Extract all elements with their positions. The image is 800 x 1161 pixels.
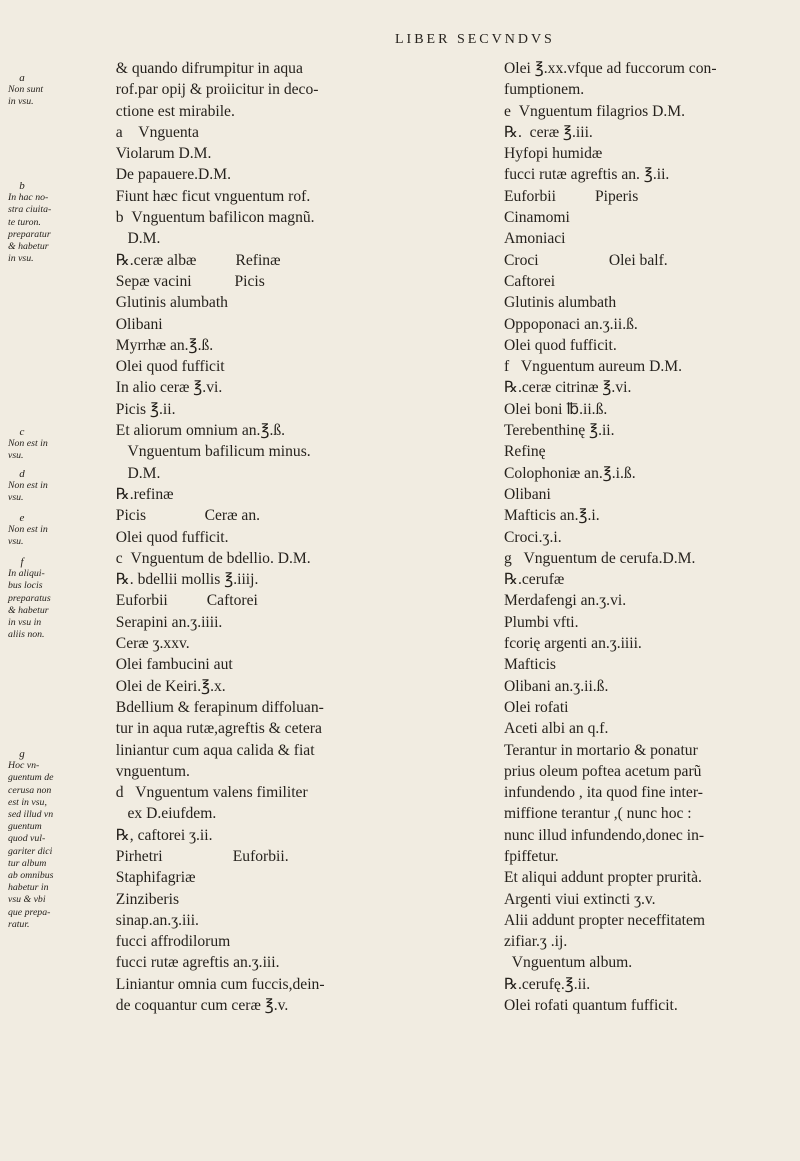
left-column bbox=[108, 58, 494, 1016]
text-line: Olei ℥.xx.vfque ad fuccorum con- bbox=[504, 60, 717, 77]
text-line: b Vnguentum bafilicon magnũ. bbox=[108, 209, 315, 227]
text-line: Olei rofati bbox=[504, 698, 569, 716]
margin-note-line: te turon. bbox=[8, 216, 41, 228]
text-line: zifiar.ʒ .ij. bbox=[504, 933, 568, 951]
text-line: a Vnguenta bbox=[108, 123, 199, 141]
text-line: vnguentum. bbox=[108, 762, 190, 780]
text-line: Amoniaci bbox=[504, 230, 566, 248]
text-line: ℞.ceræ citrinæ ℥.vi. bbox=[504, 379, 632, 397]
text-line: Olibani bbox=[108, 315, 163, 333]
text-line: Croci Olei balf. bbox=[504, 251, 668, 269]
text-line: Glutinis alumbath bbox=[504, 294, 617, 312]
margin-note-line: habetur in bbox=[8, 882, 49, 894]
margin-note-line: preparatur bbox=[8, 228, 51, 240]
text-line: Bdellium & ferapinum diffoluan- bbox=[108, 698, 324, 716]
text-line: D.M. bbox=[108, 230, 161, 248]
text-line: ℞. ceræ ℥.iii. bbox=[504, 123, 593, 141]
margin-note-key: g bbox=[19, 748, 25, 760]
text-line: Mafticis bbox=[504, 656, 556, 674]
text-line: Et aliorum omnium an.℥.ß. bbox=[108, 422, 286, 440]
margin-note-line: preparatus bbox=[8, 592, 51, 604]
margin-note-line: in vsu. bbox=[8, 96, 34, 108]
text-line: rof.par opij & proiicitur in deco- bbox=[108, 81, 319, 99]
text-line: Violarum D.M. bbox=[108, 145, 212, 163]
text-line: infundendo , ita quod fine inter- bbox=[504, 784, 703, 802]
margin-note bbox=[8, 72, 100, 109]
text-line: ctione est mirabile. bbox=[108, 102, 235, 120]
text-line: & quando difrumpitur in aqua bbox=[108, 60, 303, 77]
text-line: Sepæ vacini Picis bbox=[108, 272, 265, 290]
text-line: e Vnguentum filagrios D.M. bbox=[504, 102, 686, 120]
text-line: d Vnguentum valens fimiliter bbox=[108, 784, 308, 802]
text-line: Olei quod fufficit. bbox=[108, 528, 229, 546]
margin-note-line: guentum bbox=[8, 821, 42, 833]
margin-note-line: Non sunt bbox=[8, 84, 44, 96]
text-line: Terantur in mortario & ponatur bbox=[504, 741, 698, 759]
text-line: Terebenthinę ℥.ii. bbox=[504, 422, 615, 440]
text-line: sinap.an.ʒ.iii. bbox=[108, 911, 199, 929]
text-line: Euforbii Piperis bbox=[504, 187, 639, 205]
text-line: Aceti albi an q.f. bbox=[504, 720, 609, 738]
text-line: Olei quod fufficit bbox=[108, 358, 225, 376]
margin-note-line: que prepa- bbox=[8, 906, 51, 918]
text-line: g Vnguentum de cerufa.D.M. bbox=[504, 549, 696, 567]
margin-note-line: ab omnibus bbox=[8, 870, 54, 882]
margin-note-line: & habetur bbox=[8, 604, 49, 616]
text-line: Olibani bbox=[504, 485, 551, 503]
text-line: De papauere.D.M. bbox=[108, 166, 231, 184]
margin-note-key: e bbox=[19, 512, 25, 524]
text-line: In alio ceræ ℥.vi. bbox=[108, 379, 223, 397]
text-line: Oppoponaci an.ʒ.ii.ß. bbox=[504, 315, 638, 333]
margin-note-line: vsu. bbox=[8, 450, 24, 462]
margin-note-line: quod vul- bbox=[8, 833, 46, 845]
margin-note bbox=[8, 748, 100, 931]
text-line: Fiunt hæc ficut vnguentum rof. bbox=[108, 187, 311, 205]
text-line: Picis Ceræ an. bbox=[108, 507, 261, 525]
margin-note-line: bus locis bbox=[8, 580, 43, 592]
text-line: Plumbi vfti. bbox=[504, 613, 579, 631]
text-line: Olei fambucini aut bbox=[108, 656, 233, 674]
text-line: Croci.ʒ.i. bbox=[504, 528, 562, 546]
text-line: ℞.cerufæ bbox=[504, 571, 565, 589]
text-line: fumptionem. bbox=[504, 81, 585, 99]
margin-note-line: ratur. bbox=[8, 918, 30, 930]
text-line: c Vnguentum de bdellio. D.M. bbox=[108, 549, 311, 567]
text-line: nunc illud infundendo,donec in- bbox=[504, 826, 705, 844]
text-line: Ceræ ʒ.xxv. bbox=[108, 635, 190, 653]
margin-note-key: a bbox=[19, 72, 25, 84]
text-line: Olei rofati quantum fufficit. bbox=[504, 997, 678, 1015]
text-line: Cinamomi bbox=[504, 209, 570, 227]
margin-note-line: Non est in bbox=[8, 524, 48, 536]
text-line: Olei boni ℔.ii.ß. bbox=[504, 400, 608, 418]
text-line: prius oleum poftea acetum parũ bbox=[504, 762, 702, 780]
text-line: Vnguentum bafilicum minus. bbox=[108, 443, 311, 461]
margin-note-line: Non est in bbox=[8, 438, 48, 450]
text-line: Pirhetri Euforbii. bbox=[108, 847, 289, 865]
text-line: Olei quod fufficit. bbox=[504, 336, 617, 354]
text-line: fcorię argenti an.ʒ.iiii. bbox=[504, 635, 642, 653]
text-line: liniantur cum aqua calida & fiat bbox=[108, 741, 315, 759]
margin-note-line: in vsu in bbox=[8, 617, 42, 629]
text-line: Refinę bbox=[504, 443, 546, 461]
text-line: Hyfopi humidæ bbox=[504, 145, 603, 163]
text-line: ex D.eiufdem. bbox=[108, 805, 217, 823]
text-line: f Vnguentum aureum D.M. bbox=[504, 358, 682, 376]
text-line: fucci affrodilorum bbox=[108, 933, 231, 951]
text-line: Picis ℥.ii. bbox=[108, 400, 176, 418]
text-line: Myrrhæ an.℥.ß. bbox=[108, 336, 214, 354]
text-line: Glutinis alumbath bbox=[108, 294, 228, 312]
margin-note bbox=[8, 468, 100, 505]
margin-note-line: cerusa non bbox=[8, 784, 52, 796]
text-line: Mafticis an.℥.i. bbox=[504, 507, 600, 525]
text-line: Zinziberis bbox=[108, 890, 180, 908]
text-line: Serapini an.ʒ.iiii. bbox=[108, 613, 223, 631]
text-line: Euforbii Caftorei bbox=[108, 592, 258, 610]
margin-note-line: tur album bbox=[8, 857, 47, 869]
margin-note-line: vsu & vbi bbox=[8, 894, 46, 906]
text-line: Caftorei bbox=[504, 272, 556, 290]
margin-note-key: f bbox=[20, 556, 24, 568]
margin-note-line: gariter dici bbox=[8, 845, 53, 857]
text-line: ℞.cerufę.℥.ii. bbox=[504, 975, 591, 993]
margin-note-line: In hac no- bbox=[8, 192, 49, 204]
margin-note bbox=[8, 556, 100, 641]
margin-note bbox=[8, 512, 100, 549]
margin-note-key: d bbox=[19, 468, 25, 480]
text-line: Et aliqui addunt propter prurità. bbox=[504, 869, 702, 887]
margin-note-line: vsu. bbox=[8, 492, 24, 504]
margin-note-line: in vsu. bbox=[8, 253, 34, 265]
margin-note-line: est in vsu, bbox=[8, 796, 47, 808]
margin-note-line: Hoc vn- bbox=[8, 760, 40, 772]
text-line: fucci rutæ agreftis an. ℥.ii. bbox=[504, 166, 670, 184]
text-line: fucci rutæ agreftis an.ʒ.iii. bbox=[108, 954, 280, 972]
margin-note-line: guentum de bbox=[8, 772, 54, 784]
margin-note-line: sed illud vn bbox=[8, 809, 54, 821]
text-line: Olei de Keiri.℥.x. bbox=[108, 677, 226, 695]
margin-note-line: Non est in bbox=[8, 480, 48, 492]
text-line: ℞. bdellii mollis ℥.iiij. bbox=[108, 571, 259, 589]
running-header: LIBER SECVNDVS bbox=[395, 32, 555, 47]
margin-note-line: & habetur bbox=[8, 241, 49, 253]
text-line: Colophoniæ an.℥.i.ß. bbox=[504, 464, 636, 482]
text-line: Vnguentum album. bbox=[504, 954, 633, 972]
margin-note-key: c bbox=[19, 426, 25, 438]
text-line: Olibani an.ʒ.ii.ß. bbox=[504, 677, 609, 695]
text-line: D.M. bbox=[108, 464, 161, 482]
text-line: Argenti viui extincti ʒ.v. bbox=[504, 890, 656, 908]
text-line: ℞.refinæ bbox=[108, 485, 174, 503]
margin-note bbox=[8, 426, 100, 463]
right-column bbox=[504, 58, 794, 1016]
margin-note-line: aliis non. bbox=[8, 629, 45, 641]
text-line: miffione terantur ,( nunc hoc : bbox=[504, 805, 692, 823]
text-line: tur in aqua rutæ,agreftis & cetera bbox=[108, 720, 322, 738]
text-line: Merdafengi an.ʒ.vi. bbox=[504, 592, 627, 610]
text-line: Alii addunt propter neceffitatem bbox=[504, 911, 706, 929]
text-line: fpiffetur. bbox=[504, 847, 559, 865]
margin-note-line: stra ciuita- bbox=[8, 204, 52, 216]
text-line: de coquantur cum ceræ ℥.v. bbox=[108, 997, 289, 1015]
margin-note-key: b bbox=[19, 180, 25, 192]
text-line: Liniantur omnia cum fuccis,dein- bbox=[108, 975, 325, 993]
text-line: ℞.ceræ albæ Refinæ bbox=[108, 251, 281, 269]
text-line: Staphifagriæ bbox=[108, 869, 196, 887]
margin-note-line: vsu. bbox=[8, 536, 24, 548]
text-line: ℞, caftorei ʒ.ii. bbox=[108, 826, 213, 844]
margin-note bbox=[8, 180, 100, 265]
margin-note-line: In aliqui- bbox=[8, 568, 45, 580]
